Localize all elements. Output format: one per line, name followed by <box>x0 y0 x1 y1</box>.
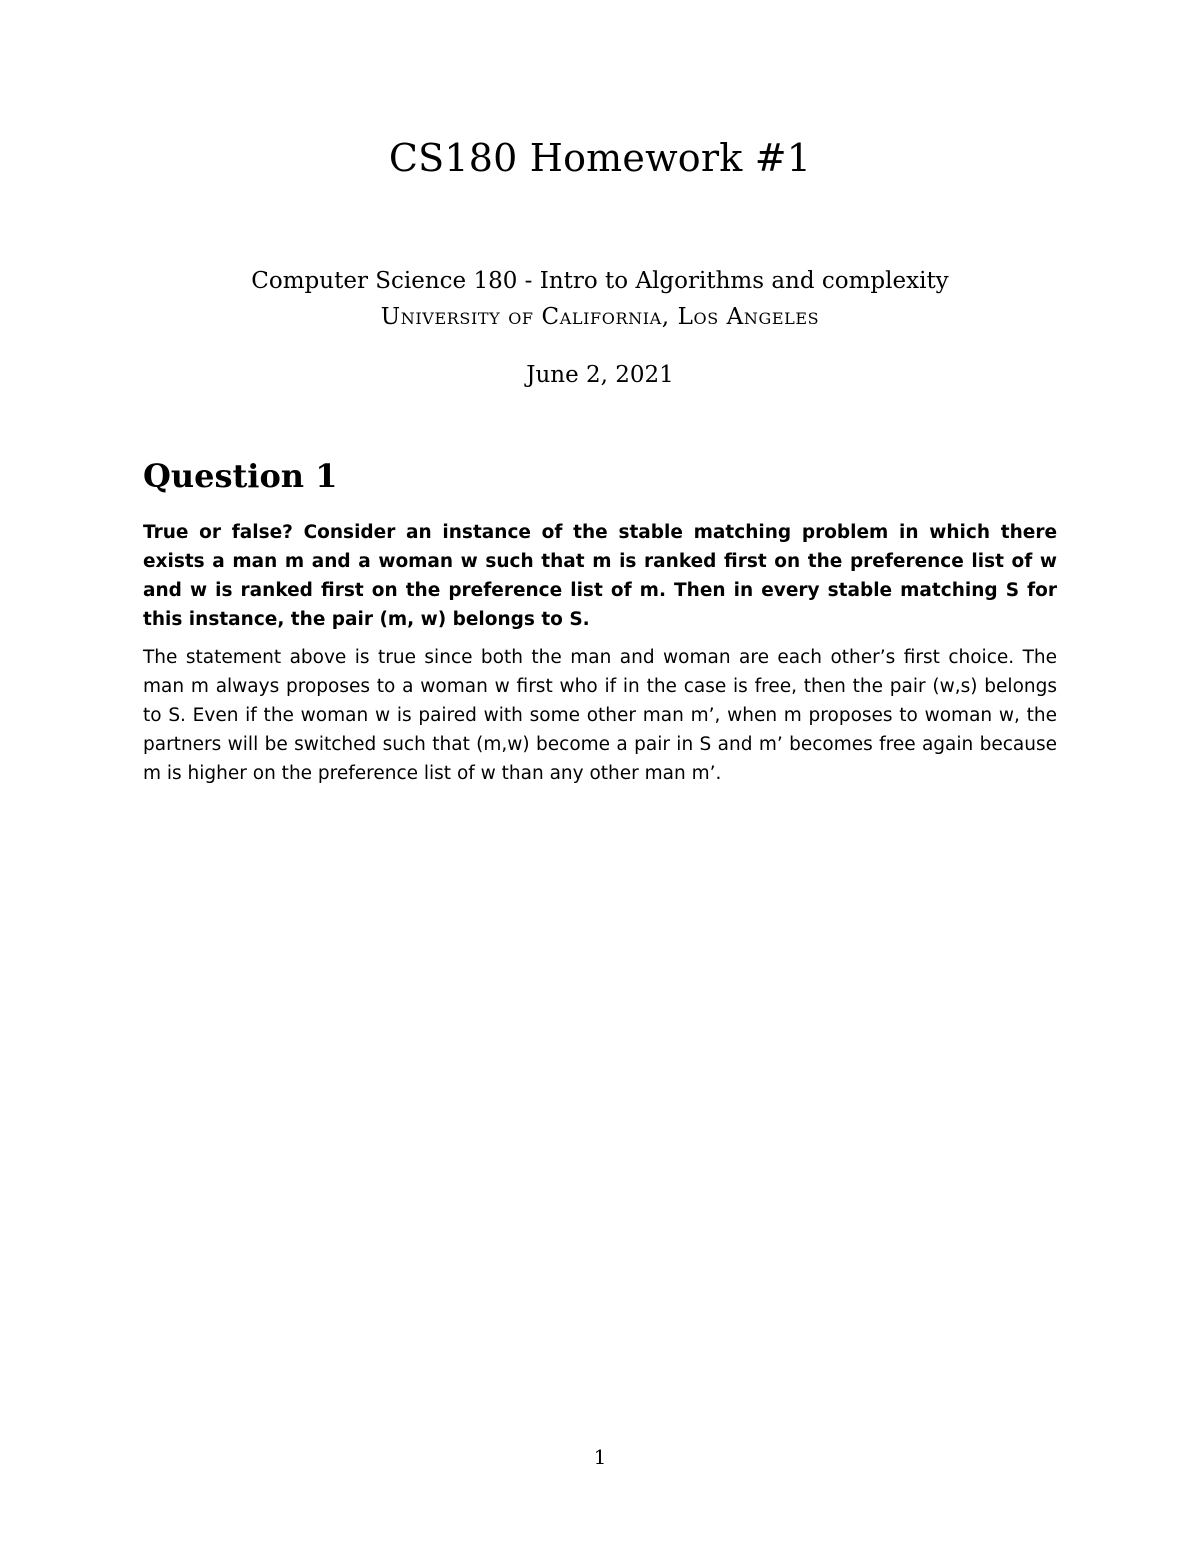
course-subtitle: Computer Science 180 - Intro to Algorithms and complexity <box>251 268 949 294</box>
question-prompt: True or false? Consider an instance of the stable matching problem in which there exists a man m and a woman w such that m is ranked first on the preference list of w and w is ranked first on the preference list of m. Then in every stable matching S for this instance, the pair (m, w) belongs to S. <box>143 522 1057 630</box>
document-date: June 2, 2021 <box>526 362 674 388</box>
institution-name: University of California, Los Angeles <box>380 304 820 330</box>
answer-paragraph: The statement above is true since both the man and woman are each other’s first choice. The man m always proposes to a woman w first who if in the case is free, then the pair (w,s) belongs to S. Even if the woman w is paired with some other man m’, when m proposes to woman w, the partners will be switched such that (m,w) become a pair in S and m’ becomes free again because m is higher on the preference list of w than any other man m’. <box>143 647 1057 784</box>
document-title: CS180 Homework #1 <box>388 136 812 180</box>
question-heading: Question 1 <box>143 457 338 495</box>
page-number: 1 <box>593 1445 607 1469</box>
